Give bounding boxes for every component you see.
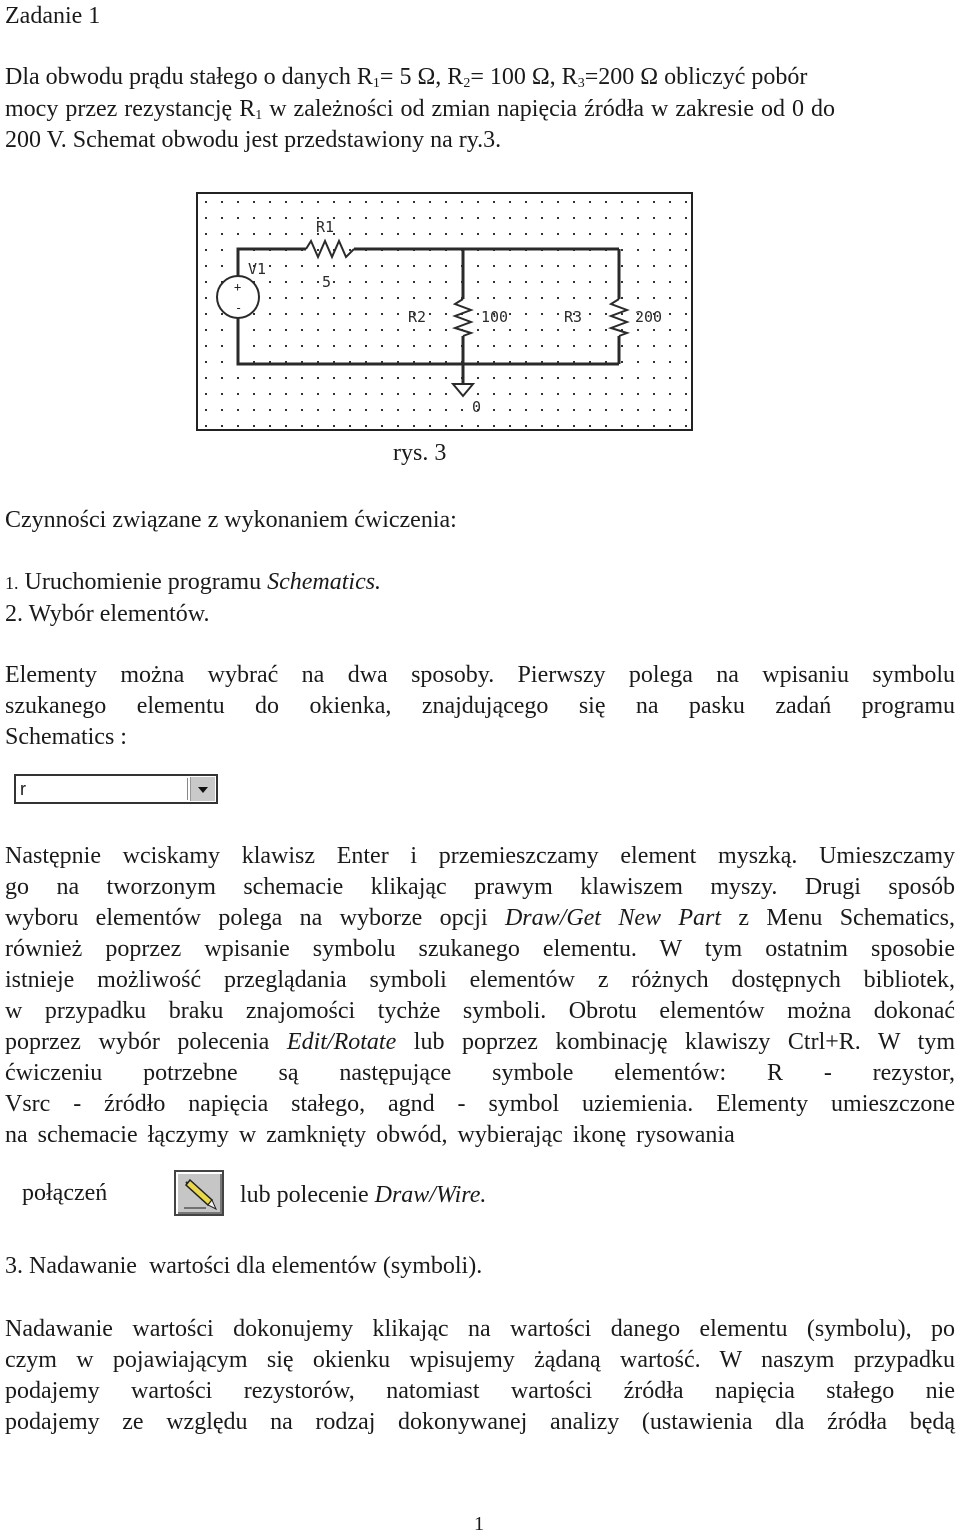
wire-row-left: połączeń — [22, 1180, 108, 1206]
r1-label: R1 — [316, 218, 335, 236]
part-name-combobox[interactable] — [14, 774, 218, 804]
intro-line-3: 200 V. Schemat obwodu jest przedstawiony na ry.3. — [5, 127, 502, 153]
para2-line-3: wyboru elementów polega na wyborze opcji Draw/Get New Part z Menu Schematics, — [5, 905, 956, 931]
para2-line-6: w przypadku braku znajomości tychże symboli. Obrotu elementów można dokonać — [5, 998, 955, 1024]
para2-line-7: poprzez wybór polecenia Edit/Rotate lub poprzez kombinację klawiszy Ctrl+R. W tym — [5, 1029, 956, 1055]
svg-text:+: + — [234, 280, 242, 294]
intro-line-1-text: Dla obwodu prądu stałego o danych $R_1= 5$ Ω, $R_2= 100$ Ω, $R_3=200$ Ω obliczyć pobór — [5, 64, 808, 91]
pencil-icon — [176, 1172, 222, 1214]
para3-line-1: Nadawanie wartości dokonujemy klikając na wartości danego elementu (symbolu), po — [5, 1316, 955, 1342]
menu-path-draw-get-new-part: Draw/Get New Part — [504, 905, 722, 931]
page-heading: Zadanie 1 — [5, 3, 101, 29]
para2-line-1: Następnie wciskamy klawisz Enter i przemieszczamy element myszką. Umieszczamy — [5, 843, 955, 869]
schematic-drawing — [198, 194, 691, 429]
r1-value: 5 — [322, 273, 332, 291]
step-2 — [5, 598, 210, 630]
r2-label: R2 — [408, 308, 427, 326]
para1-line-2: szukanego elementu do okienka, znajdującego się na pasku zadań programu — [5, 693, 955, 719]
section-title: Czynności związane z wykonaniem ćwiczenia: — [5, 507, 457, 533]
step-1-number: 1. — [5, 573, 19, 593]
para2 — [5, 841, 955, 1151]
para2-line-2: go na tworzonym schemacie klikając prawym klawiszem myszy. Drugi sposób — [5, 874, 955, 900]
step-3 — [5, 1250, 482, 1282]
para2-line-8: ćwiczeniu potrzebne są następujące symbole elementów: R - rezystor, — [5, 1060, 955, 1086]
ground-label: 0 — [472, 398, 482, 416]
part-name-input[interactable]: r — [18, 778, 188, 800]
page-number: 1 — [474, 1513, 484, 1535]
intro-line-2: mocy przez rezystancję $R_1$ w zależności od zmian napięcia źródła w zakresie od 0 do — [5, 96, 835, 123]
para1-line-1: Elementy można wybrać na dwa sposoby. Pierwszy polega na wpisaniu symbolu — [5, 662, 955, 688]
menu-path-edit-rotate: Edit/Rotate — [286, 1029, 397, 1055]
para2-line-4: również poprzez wpisanie symbolu szukanego elementu. W tym ostatnim sposobie — [5, 936, 955, 962]
step-3-number: 3. — [5, 1253, 23, 1279]
grid-dots — [198, 194, 691, 429]
r2-value: 100 — [481, 308, 509, 326]
para2-line-9: Vsrc - źródło napięcia stałego, agnd - symbol uziemienia. Elementy umieszczone — [5, 1091, 955, 1117]
step-1-app: Schematics. — [267, 569, 382, 595]
para3 — [5, 1314, 955, 1438]
dropdown-arrow-icon[interactable] — [190, 777, 215, 801]
step-1 — [5, 566, 381, 599]
menu-path-draw-wire: Draw/Wire. — [374, 1182, 487, 1208]
step-1-text: Uruchomienie programu — [24, 569, 268, 595]
draw-wire-button[interactable] — [174, 1170, 224, 1216]
circuit-schematic — [196, 192, 693, 431]
step-3-text: Nadawanie wartości dla elementów (symboli). — [29, 1253, 483, 1279]
para3-line-2: czym w pojawiającym się okienku wpisujemy żądaną wartość. W naszym przypadku — [5, 1347, 955, 1373]
r3-label: R3 — [564, 308, 583, 326]
r3-value: 200 — [635, 308, 663, 326]
v1-label: V1 — [248, 260, 267, 278]
para2-line-10: na schemacie łączymy w zamknięty obwód, wybierając ikonę rysowania — [5, 1122, 735, 1148]
figure-caption: rys. 3 — [393, 440, 447, 466]
step-2-text: Wybór elementów. — [28, 601, 210, 627]
para3-line-4: podajemy ze względu na rodzaj dokonywanej analizy (ustawienia dla źródła będą — [5, 1409, 955, 1435]
para1-line-3: Schematics : — [5, 724, 127, 750]
para3-line-3: podajemy wartości rezystorów, natomiast wartości źródła napięcia stałego nie — [5, 1378, 955, 1404]
wire-row-right: lub polecenie Draw/Wire. — [240, 1182, 487, 1208]
para1 — [5, 660, 955, 753]
step-2-number: 2. — [5, 601, 23, 627]
svg-text:-: - — [235, 301, 243, 315]
para2-line-5: istnieje możliwość przeglądania symboli elementów z różnych dostępnych bibliotek, — [5, 967, 955, 993]
